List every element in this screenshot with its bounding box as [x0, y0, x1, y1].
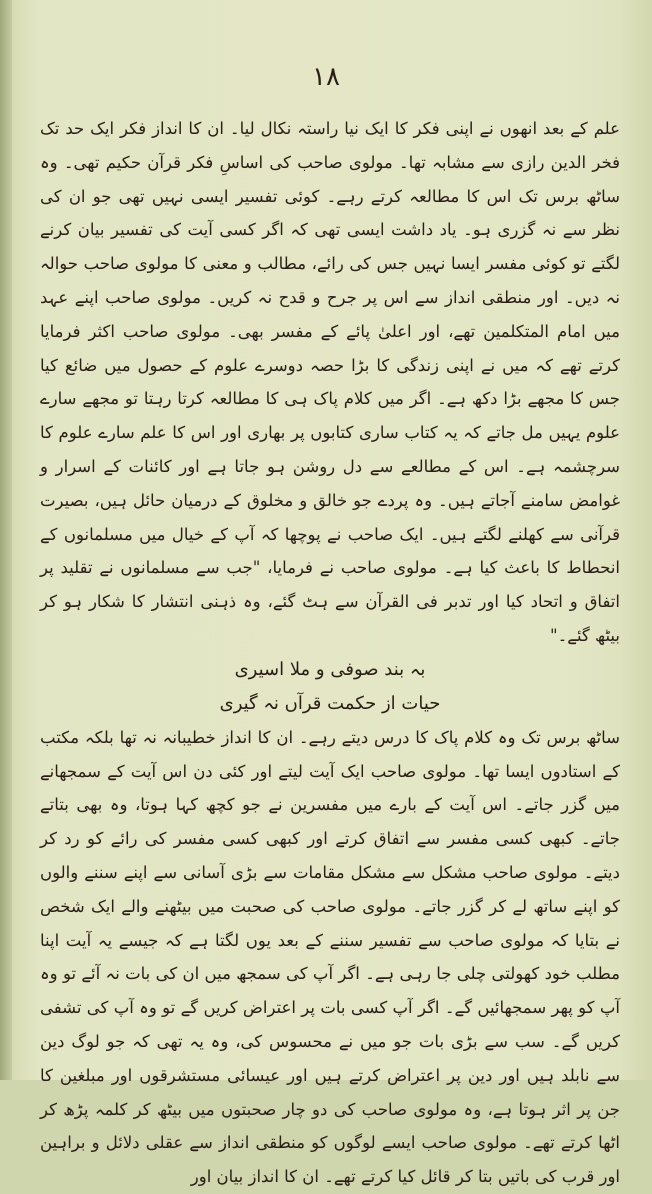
page-binding-shadow — [0, 0, 12, 1080]
page-number: ١٨ — [312, 62, 340, 92]
paragraph-1: علم کے بعد انھوں نے اپنی فکر کا ایک نیا راستہ نکال لیا۔ ان کا انداز فکر ایک حد تک فخر الدین رازی سے مشابہ تھا۔ مولوی صاحب کی اساسِ فکر قرآن حکیم تھی۔ وہ ساٹھ برس تک اس کا مطالعہ کرتے رہے۔ کوئی تفسیر ایسی نہیں تھی جو ان کی نظر سے نہ گزری ہو۔ یاد داشت ایسی تھی کہ اگر کسی آیت کی تفسیر بیان کرنے لگتے تو کوئی مفسر ایسا نہیں جس کی رائے، مطالب و معنی کا مولوی صاحب حوالہ نہ دیں۔ اور منطقی انداز سے اس پر جرح و قدح نہ کریں۔ مولوی صاحب اپنے عہد میں امام المتکلمین تھے، اور اعلیٰ پائے کے مفسر بھی۔ مولوی صاحب اکثر فرمایا کرتے تھے کہ میں نے اپنی زندگی کا بڑا حصہ دوسرے علوم کے حصول میں ضائع کیا جس کا مجھے بڑا دکھ ہے۔ اگر میں کلام پاک ہی کا مطالعہ کرتا رہتا تو مجھے سارے علوم یہیں مل جاتے کہ یہ کتاب ساری کتابوں پر بھاری اور اس کا علم سارے علوم کا سرچشمہ ہے۔ اس کے مطالعے سے دل روشن ہو جاتا ہے اور کائنات کے اسرار و غوامض سامنے آجاتے ہیں۔ وہ پردے جو خالق و مخلوق کے درمیان حائل ہیں، بصیرت قرآنی سے کھلنے لگتے ہیں۔ ایک صاحب نے پوچھا کہ آپ کے خیال میں مسلمانوں کے انحطاط کا باعث کیا ہے۔ مولوی صاحب نے فرمایا، "جب سے مسلمانوں نے تقلید پر اتفاق و اتحاد کیا اور تدبر فی القرآن سے ہٹ گئے، وہ ذہنی انتشار کا شکار ہو کر بیٹھ گئے۔" — [40, 119, 620, 645]
paragraph-2: ساٹھ برس تک وہ کلام پاک کا درس دیتے رہے۔ ان کا انداز خطیبانہ نہ تھا بلکہ مکتب کے استادوں ایسا تھا۔ مولوی صاحب ایک آیت لیتے اور کئی دن اس آیت کے سمجھانے میں گزر جاتے۔ اس آیت کے بارے میں مفسرین نے جو کچھ کہا ہوتا، وہ بھی بتاتے جاتے۔ کبھی کسی مفسر سے اتفاق کرتے اور کبھی کسی مفسر کی رائے کو رد کر دیتے۔ مولوی صاحب مشکل سے مشکل مقامات سے بڑی آسانی سے اپنے سننے والوں کو اپنے ساتھ لے کر گزر جاتے۔ مولوی صاحب کی صحبت میں بیٹھنے والے ایک شخص نے بتایا کہ مولوی صاحب سے تفسیر سننے کے بعد یوں لگتا ہے کہ جیسے یہ آیت اپنا مطلب خود کھولتی چلی جا رہی ہے۔ اگر آپ کی سمجھ میں ان کی بات نہ آئے تو وہ آپ کو پھر سمجھائیں گے۔ اگر آپ کسی بات پر اعتراض کریں گے تو وہ آپ کی تشفی کریں گے۔ سب سے بڑی بات جو میں نے محسوس کی، وہ یہ تھی کہ جو لوگ دین سے نابلد ہیں اور دین پر اعتراض کرتے ہیں اور عیسائی مستشرقوں اور مبلغین کا جن پر اثر ہوتا ہے، وہ مولوی صاحب کی دو چار صحبتوں میں بیٹھ کر کلمہ پڑھ کر اٹھا کرتے تھے۔ مولوی صاحب ایسے لوگوں کو منطقی انداز سے عقلی دلائل و براہین اور قرب کی باتیں بتا کر قائل کیا کرتے تھے۔ ان کا انداز بیان اور — [40, 727, 620, 1187]
page-body — [40, 112, 620, 1187]
couplet-verse-1: بہ بند صوفی و ملا اسیری — [234, 658, 426, 680]
couplet-verse-2: حیات از حکمت قرآں نہ گیری — [219, 692, 441, 714]
persian-couplet — [40, 653, 620, 721]
